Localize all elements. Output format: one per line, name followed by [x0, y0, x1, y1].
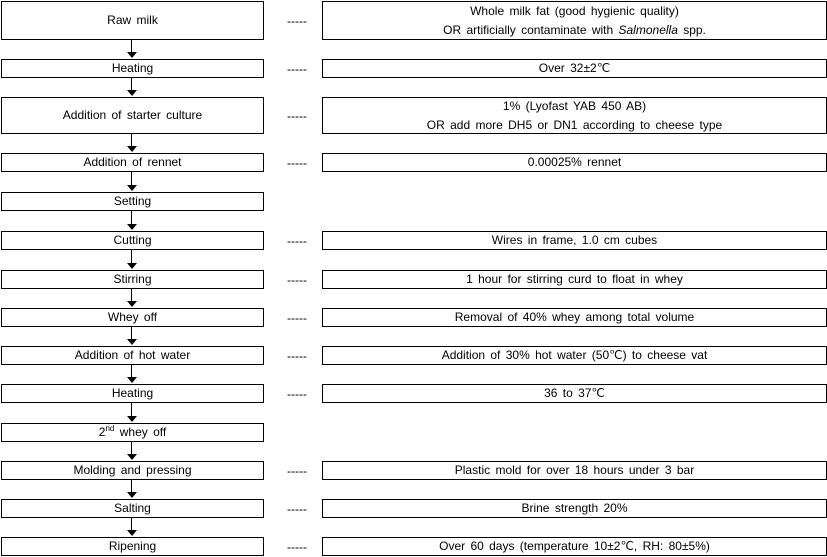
step-label: Stirring: [113, 272, 152, 286]
step-salting: [1, 499, 264, 518]
step-second-whey-off: [1, 423, 264, 442]
step-label: Addition of hot water: [74, 348, 191, 362]
flow-arrow-icon: [127, 134, 137, 153]
flow-arrow-icon: [127, 211, 137, 231]
description-line: 0.00025% rennet: [527, 155, 622, 169]
flow-arrow-icon: [127, 403, 137, 423]
flow-arrow-icon: [127, 40, 137, 59]
flow-arrow-icon: [127, 78, 137, 97]
step-label: Addition of starter culture: [62, 108, 203, 122]
description-raw-milk: [322, 1, 827, 40]
step-label: Heating: [111, 386, 154, 400]
description-salting: [322, 499, 827, 518]
step-stirring: [1, 270, 264, 289]
connector-dashes: -----: [287, 155, 307, 170]
description-ripening: [322, 537, 827, 556]
step-raw-milk: [1, 1, 264, 40]
step-cutting: [1, 231, 264, 250]
description-line: 1% (Lyofast YAB 450 AB): [502, 98, 647, 113]
connector-dashes: -----: [287, 501, 307, 516]
flow-arrow-icon: [127, 442, 137, 461]
step-molding-and-pressing: [1, 461, 264, 480]
description-line: Plastic mold for over 18 hours under 3 bar: [454, 463, 695, 477]
step-setting: [1, 192, 264, 211]
description-heating-2: [322, 384, 827, 403]
connector-dashes: -----: [287, 272, 307, 287]
step-label: Setting: [113, 194, 152, 208]
description-molding-and-pressing: [322, 461, 827, 480]
flow-arrow-icon: [127, 327, 137, 346]
step-addition-of-rennet: [1, 153, 264, 172]
step-label: Whey off: [107, 310, 158, 324]
step-label: Raw milk: [107, 13, 158, 27]
description-line: Brine strength 20%: [521, 501, 628, 515]
flow-arrow-icon: [127, 172, 137, 192]
flow-arrow-icon: [127, 289, 137, 308]
step-ripening: [1, 537, 264, 556]
description-cutting: [322, 231, 827, 250]
description-line: Whole milk fat (good hygienic quality): [470, 3, 679, 18]
connector-dashes: -----: [287, 386, 307, 401]
description-line: 1 hour for stirring curd to float in whey: [466, 272, 683, 286]
description-line: OR artificially contaminate with Salmonella spp.: [443, 22, 706, 37]
step-label: Heating: [111, 61, 154, 75]
connector-dashes: -----: [287, 108, 307, 123]
flow-arrow-icon: [127, 480, 137, 499]
description-addition-of-hot-water: [322, 346, 827, 365]
step-label: Addition of rennet: [83, 155, 182, 169]
step-addition-of-starter-culture: [1, 97, 264, 134]
connector-dashes: -----: [287, 310, 307, 325]
step-label: Molding and pressing: [73, 463, 192, 477]
step-heating: [1, 59, 264, 78]
description-line: Addition of 30% hot water (50℃) to cheese vat: [441, 348, 708, 362]
connector-dashes: -----: [287, 233, 307, 248]
description-line: Over 32±2℃: [538, 61, 611, 75]
description-line: Wires in frame, 1.0 cm cubes: [491, 233, 658, 247]
description-line: Over 60 days (temperature 10±2℃, RH: 80±5%): [439, 539, 710, 553]
connector-dashes: -----: [287, 348, 307, 363]
connector-dashes: -----: [287, 61, 307, 76]
step-addition-of-hot-water: [1, 346, 264, 365]
description-stirring: [322, 270, 827, 289]
connector-dashes: -----: [287, 539, 307, 554]
description-heating: [322, 59, 827, 78]
step-label: Salting: [114, 501, 151, 515]
step-label: 2nd whey off: [98, 424, 167, 439]
step-label: Ripening: [108, 539, 157, 553]
description-line: Removal of 40% whey among total volume: [454, 310, 695, 324]
description-addition-of-starter-culture: [322, 97, 827, 134]
step-label: Cutting: [113, 233, 152, 247]
step-whey-off: [1, 308, 264, 327]
description-whey-off: [322, 308, 827, 327]
step-heating-2: [1, 384, 264, 403]
description-line: OR add more DH5 or DN1 according to cheese type: [426, 117, 723, 132]
flow-arrow-icon: [127, 518, 137, 537]
description-addition-of-rennet: [322, 153, 827, 172]
connector-dashes: -----: [287, 13, 307, 28]
flow-arrow-icon: [127, 365, 137, 384]
description-line: 36 to 37℃: [544, 386, 605, 400]
connector-dashes: -----: [287, 463, 307, 478]
flow-arrow-icon: [127, 250, 137, 270]
